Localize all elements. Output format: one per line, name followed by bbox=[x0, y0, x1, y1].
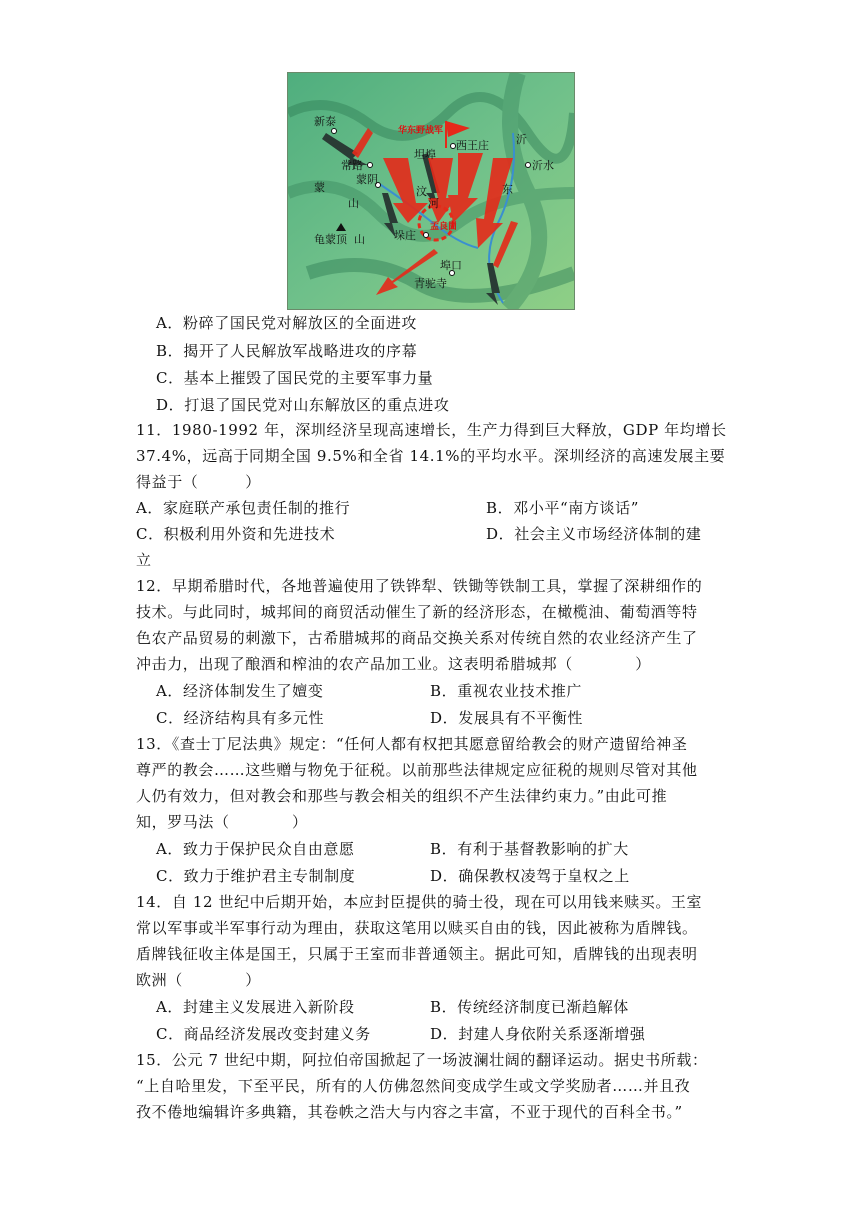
label-changlu: 常路 bbox=[341, 159, 363, 172]
label-qingtuosi: 青驼寺 bbox=[414, 277, 447, 290]
battle-map-svg bbox=[288, 73, 574, 309]
label-guimengding: 龟蒙顶 bbox=[314, 233, 347, 246]
q10-option-a: A．粉碎了国民党对解放区的全面进攻 bbox=[156, 314, 418, 332]
q13-stem-line-4: 知，罗马法（ ） bbox=[136, 813, 308, 831]
label-zhangkou: 埠口 bbox=[440, 259, 462, 272]
label-he: 河 bbox=[428, 197, 439, 210]
q12-option-b: B．重视农业技术推广 bbox=[430, 682, 583, 700]
q14-option-b: B．传统经济制度已渐趋解体 bbox=[430, 998, 629, 1016]
label-dong: 东 bbox=[502, 183, 513, 196]
q11-option-d-continued: 立 bbox=[136, 551, 152, 569]
battle-map-figure bbox=[287, 72, 575, 310]
q14-stem-line-3: 盾牌钱征收主体是国王，只属于王室而非普通领主。据此可知，盾牌钱的出现表明 bbox=[136, 945, 698, 963]
q13-option-a: A．致力于保护民众自由意愿 bbox=[156, 840, 355, 858]
label-mengyin: 蒙阴 bbox=[356, 173, 378, 186]
label-menglianggu: 孟良崮 bbox=[430, 222, 458, 232]
q12-stem-line-3: 色农产品贸易的刺激下，古希腊城邦的商品交换关系对传统自然的农业经济产生了 bbox=[136, 629, 698, 647]
q13-option-b: B．有利于基督教影响的扩大 bbox=[430, 840, 629, 858]
q11-option-c: C．积极利用外资和先进技术 bbox=[136, 525, 336, 543]
q12-option-d: D．发展具有不平衡性 bbox=[430, 709, 584, 727]
label-shan2: 山 bbox=[354, 233, 365, 246]
q14-option-c: C．商品经济发展改变封建义务 bbox=[156, 1025, 371, 1043]
label-meng: 蒙 bbox=[314, 181, 325, 194]
q10-option-d: D．打退了国民党对山东解放区的重点进攻 bbox=[156, 396, 450, 414]
q14-stem-line-1: 14．自 12 世纪中后期开始，本应封臣提供的骑士役，现在可以用钱来赎买。王室 bbox=[136, 893, 703, 911]
q14-stem-line-4: 欧洲（ ） bbox=[136, 971, 261, 989]
q12-option-c: C．经济结构具有多元性 bbox=[156, 709, 325, 727]
q14-stem-line-2: 常以军事或半军事行动为理由，获取这笔用以赎买自由的钱，因此被称为盾牌钱。 bbox=[136, 919, 698, 937]
label-duozhuang: 垛庄 bbox=[394, 229, 416, 242]
q13-stem-line-3: 人仍有效力，但对教会和那些与教会相关的组织不产生法律约束力。”由此可推 bbox=[136, 787, 668, 805]
q12-stem-line-4: 冲击力，出现了酿酒和榨油的农产品加工业。这表明希腊城邦（ ） bbox=[136, 655, 651, 673]
q14-option-d: D．封建人身依附关系逐渐增强 bbox=[430, 1025, 646, 1043]
q12-stem-line-2: 技术。与此同时，城邦间的商贸活动催生了新的经济形态，在橄榄油、葡萄酒等特 bbox=[136, 603, 698, 621]
q15-stem-line-1: 15．公元 7 世纪中期，阿拉伯帝国掀起了一场波澜壮阔的翻译运动。据史书所载： bbox=[136, 1051, 708, 1069]
label-army: 华东野战军 bbox=[398, 126, 444, 136]
q15-stem-line-2: “上自哈里发，下至平民，所有的人仿佛忽然间变成学生或文学奖励者……并且孜 bbox=[136, 1077, 691, 1095]
q11-option-b: B．邓小平“南方谈话” bbox=[486, 499, 639, 517]
label-yishui: 沂水 bbox=[532, 159, 554, 172]
q13-option-c: C．致力于维护君主专制制度 bbox=[156, 867, 356, 885]
q13-stem-line-1: 13．《查士丁尼法典》规定：“任何人都有权把其愿意留给教会的财产遗留给神圣 bbox=[136, 735, 688, 753]
q10-option-c: C．基本上摧毁了国民党的主要军事力量 bbox=[156, 369, 434, 387]
q11-option-a: A．家庭联产承包责任制的推行 bbox=[136, 499, 351, 517]
label-danbu: 坦埠 bbox=[414, 148, 436, 161]
label-yi: 沂 bbox=[516, 133, 527, 146]
q12-option-a: A．经济体制发生了嬗变 bbox=[156, 682, 324, 700]
q15-stem-line-3: 孜不倦地编辑许多典籍，其卷帙之浩大与内容之丰富，不亚于现代的百科全书。” bbox=[136, 1103, 683, 1121]
label-shan: 山 bbox=[348, 197, 359, 210]
q11-stem-line-2: 37.4%，远高于同期全国 9.5%和全省 14.1%的平均水平。深圳经济的高速发展主要 bbox=[136, 447, 726, 465]
q12-stem-line-1: 12．早期希腊时代，各地普遍使用了铁铧犁、铁锄等铁制工具，掌握了深耕细作的 bbox=[136, 577, 703, 595]
q10-option-b: B．揭开了人民解放军战略进攻的序幕 bbox=[156, 342, 418, 360]
q11-stem-line-3: 得益于（ ） bbox=[136, 473, 261, 491]
q13-stem-line-2: 尊严的教会……这些赠与物免于征税。以前那些法律规定应征税的规则尽管对其他 bbox=[136, 761, 698, 779]
label-xiwangzhuang: 西王庄 bbox=[456, 139, 489, 152]
label-xintai: 新泰 bbox=[314, 115, 336, 128]
q14-option-a: A．封建主义发展进入新阶段 bbox=[156, 998, 355, 1016]
label-wen: 汶 bbox=[416, 185, 427, 198]
q11-stem-line-1: 11．1980-1992 年，深圳经济呈现高速增长，生产力得到巨大释放，GDP 年均增长 bbox=[136, 421, 727, 439]
q11-option-d: D．社会主义市场经济体制的建 bbox=[486, 525, 702, 543]
q13-option-d: D．确保教权凌驾于皇权之上 bbox=[430, 867, 630, 885]
